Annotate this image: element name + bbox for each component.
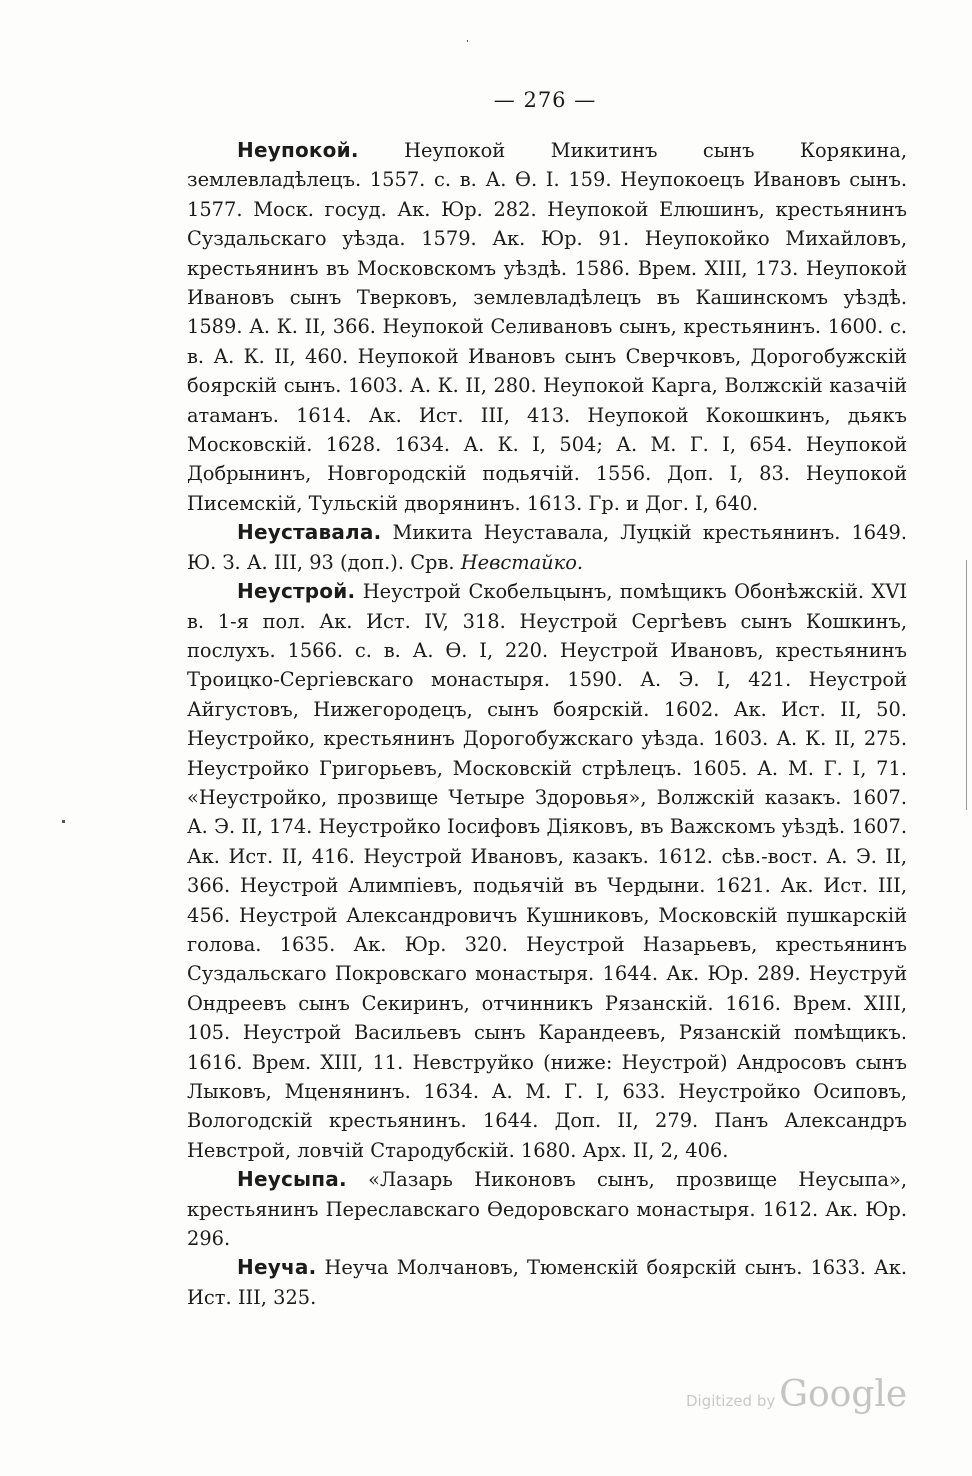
scan-dot <box>62 820 65 823</box>
entry-headword: Неустрой. <box>237 579 356 604</box>
entry-body: Неуча Молчановъ, Тюменскій боярскій сынъ. 1633. Ак. Ист. III, 325. <box>187 1256 907 1309</box>
entry-headword: Неусыпа. <box>237 1167 347 1192</box>
entry-body: «Лазарь Никоновъ сынъ, прозвище Неусыпа», крестьянинъ Переславскаго Ѳедоровскаго монастыря. 1612. Ак. Юр. 296. <box>187 1168 907 1251</box>
entry-neupokoy <box>187 136 907 518</box>
cross-reference: Невстайко. <box>460 550 584 574</box>
entry-neustavala <box>187 518 907 577</box>
scan-edge-line <box>966 560 967 810</box>
digitized-watermark <box>686 1374 907 1418</box>
scan-dot <box>467 40 468 42</box>
entry-headword: Неуча. <box>237 1255 317 1280</box>
entry-headword: Неупокой. <box>237 138 359 162</box>
watermark-prefix: Digitized by <box>686 1392 776 1410</box>
watermark-brand: Google <box>779 1374 908 1415</box>
entry-neucha <box>187 1253 907 1312</box>
entry-body: Неупокой Микитинъ сынъ Корякина, землевладѣлецъ. 1557. с. в. А. Ѳ. I. 159. Неупокоецъ Ивановъ сынъ. 1577. Моск. госуд. Ак. Юр. 282. Неупокой Елюшинъ, крестьянинъ Суздальскаго уѣзда. 1579. Ак. Юр. 91. Неупокойко Михайловъ, крестьянинъ въ Московскомъ уѣздѣ. 1586. Врем. XIII, 173. Неупокой Ивановъ сынъ Тверковъ, землевладѣлецъ въ Кашинскомъ уѣздѣ. 1589. А. К. II, 366. Неупокой Селивановъ сынъ, крестьянинъ. 1600. с. в. А. К. II, 460. Неупокой Ивановъ сынъ Сверчковъ, Дорогобужскій боярскій сынъ. 1603. А. К. II, 280. Неупокой Карга, Волжскій казачій атаманъ. 1614. Ак. Ист. III, 413. Неупокой Кокошкинъ, дьякъ Московскій. 1628. 1634. А. К. I, 504; А. М. Г. I, 654. Неупокой Добрынинъ, Новгородскій подьячій. 1556. Доп. I, 83. Неупокой Писемскій, Тульскій дворянинъ. 1613. Гр. и Дог. I, 640. <box>187 139 907 515</box>
dictionary-text <box>187 136 907 1312</box>
page-number: — 276 — <box>493 88 597 112</box>
entry-body: Микита Неуставала, Луцкій крестьянинъ. 1649. Ю. З. А. III, 93 (доп.). Срв. <box>187 521 907 574</box>
entry-body: Неустрой Скобельцынъ, помѣщикъ Обонѣжскій. XVI в. 1-я пол. Ак. Ист. IV, 318. Неустрой Сергѣевъ сынъ Кошкинъ, послухъ. 1566. с. в. А. Ѳ. I, 220. Неустрой Ивановъ, крестьянинъ Троицко-Сергіевскаго монастыря. 1590. А. Э. I, 421. Неустрой Айгустовъ, Нижегородецъ, сынъ боярскій. 1602. Ак. Ист. II, 50. Неустройко, крестьянинъ Дорогобужскаго уѣзда. 1603. А. К. II, 275. Неустройко Григорьевъ, Московскій стрѣлецъ. 1605. А. М. Г. I, 71. «Неустройко, прозвище Четыре Здоровья», Волжскій казакъ. 1607. А. Э. II, 174. Неустройко Іосифовъ Діяковъ, въ Важскомъ уѣздѣ. 1607. Ак. Ист. II, 416. Неустрой Ивановъ, казакъ. 1612. сѣв.-вост. А. Э. II, 366. Неустрой Алимпіевъ, подьячій въ Чердыни. 1621. Ак. Ист. III, 456. Неустрой Александровичъ Кушниковъ, Московскій пушкарскій голова. 1635. Ак. Юр. 320. Неустрой Назарьевъ, крестьянинъ Суздальскаго Покровскаго монастыря. 1644. Ак. Юр. 289. Неуструй Ондреевъ сынъ Секиринъ, отчинникъ Рязанскій. 1616. Врем. XIII, 105. Неустрой Васильевъ сынъ Карандеевъ, Рязанскій помѣщикъ. 1616. Врем. XIII, 11. Невструйко (ниже: Неустрой) Андросовъ сынъ Лыковъ, Мценянинъ. 1634. А. М. Г. I, 633. Неустройко Осиповъ, Вологодскій крестьянинъ. 1644. Доп. II, 279. Панъ Александръ Невстрой, ловчій Стародубскій. 1680. Арх. II, 2, 406. <box>187 580 907 1162</box>
entry-headword: Неуставала. <box>237 520 382 545</box>
entry-neustroy <box>187 577 907 1165</box>
entry-neusypa <box>187 1165 907 1253</box>
